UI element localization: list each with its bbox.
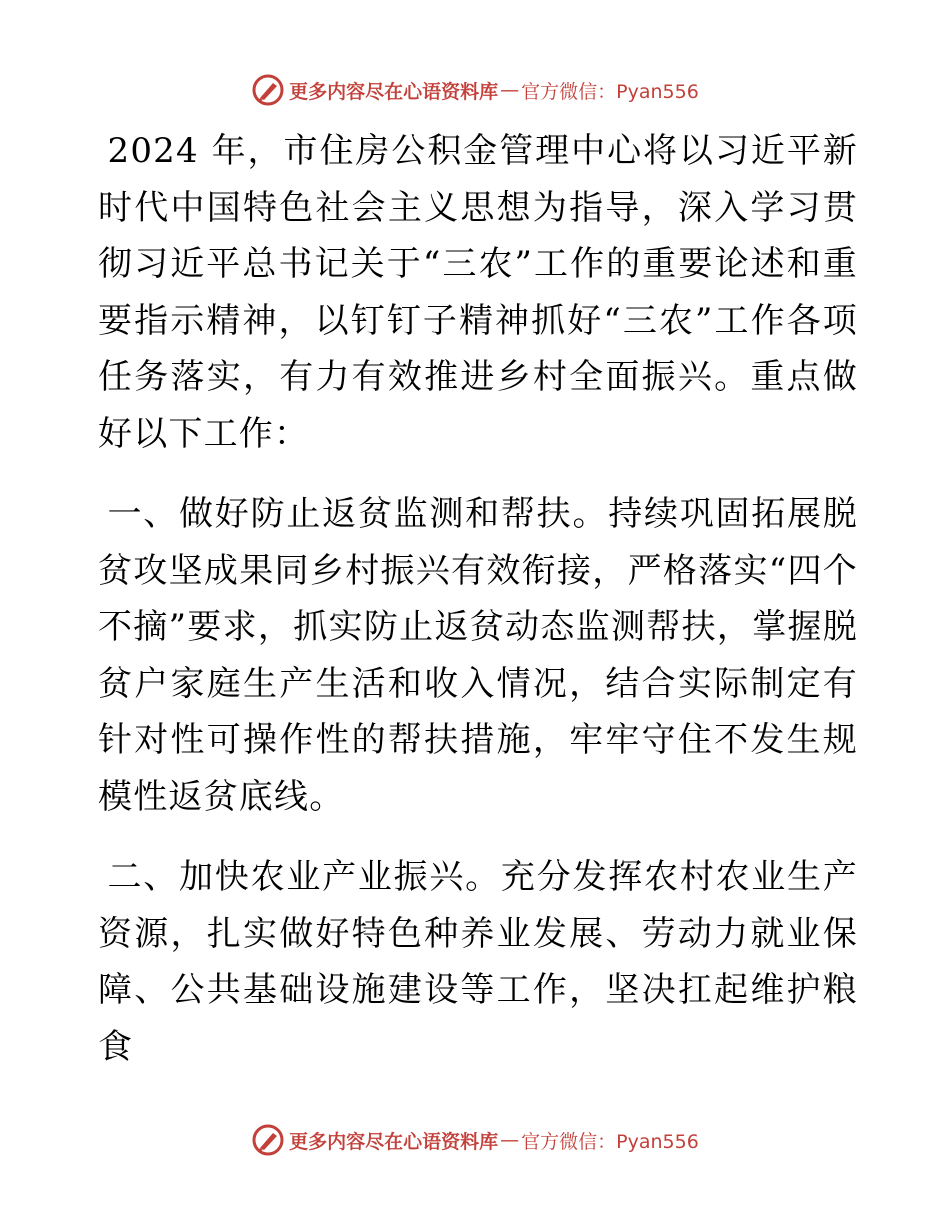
watermark-dash: — xyxy=(500,1129,520,1151)
document-body xyxy=(98,123,858,1075)
pen-logo-icon xyxy=(251,1123,285,1157)
paragraph-section-two: 二、加快农业产业振兴。充分发挥农村农业生产资源，扎实做好特色种养业发展、劳动力就业保障、公共基础设施建设等工作，坚决扛起维护粮食 xyxy=(98,857,858,1067)
footer-watermark xyxy=(0,1120,950,1160)
watermark-wechat: 官方微信：Pyan556 xyxy=(521,1130,699,1153)
watermark-wechat: 官方微信：Pyan556 xyxy=(521,80,699,103)
paragraph-section-one: 一、做好防止返贫监测和帮扶。持续巩固拓展脱贫攻坚成果同乡村振兴有效衔接，严格落实“四个不摘”要求，抓实防止返贫动态监测帮扶，掌握脱贫户家庭生产生活和收入情况，结合实际制定有针对性可操作性的帮扶措施，牢牢守住不发生规模性返贫底线。 xyxy=(98,494,858,817)
paragraph-intro: 2024 年，市住房公积金管理中心将以习近平新时代中国特色社会主义思想为指导，深入学习贯彻习近平总书记关于“三农”工作的重要论述和重要指示精神，以钉钉子精神抓好“三农”工作各项任务落实，有力有效推进乡村全面振兴。重点做好以下工作： xyxy=(98,131,858,454)
pen-logo-icon xyxy=(251,73,285,107)
watermark-dash: — xyxy=(500,79,520,101)
watermark-title: 更多内容尽在心语资料库 xyxy=(289,80,499,103)
header-watermark xyxy=(0,70,950,110)
watermark-title: 更多内容尽在心语资料库 xyxy=(289,1130,499,1153)
